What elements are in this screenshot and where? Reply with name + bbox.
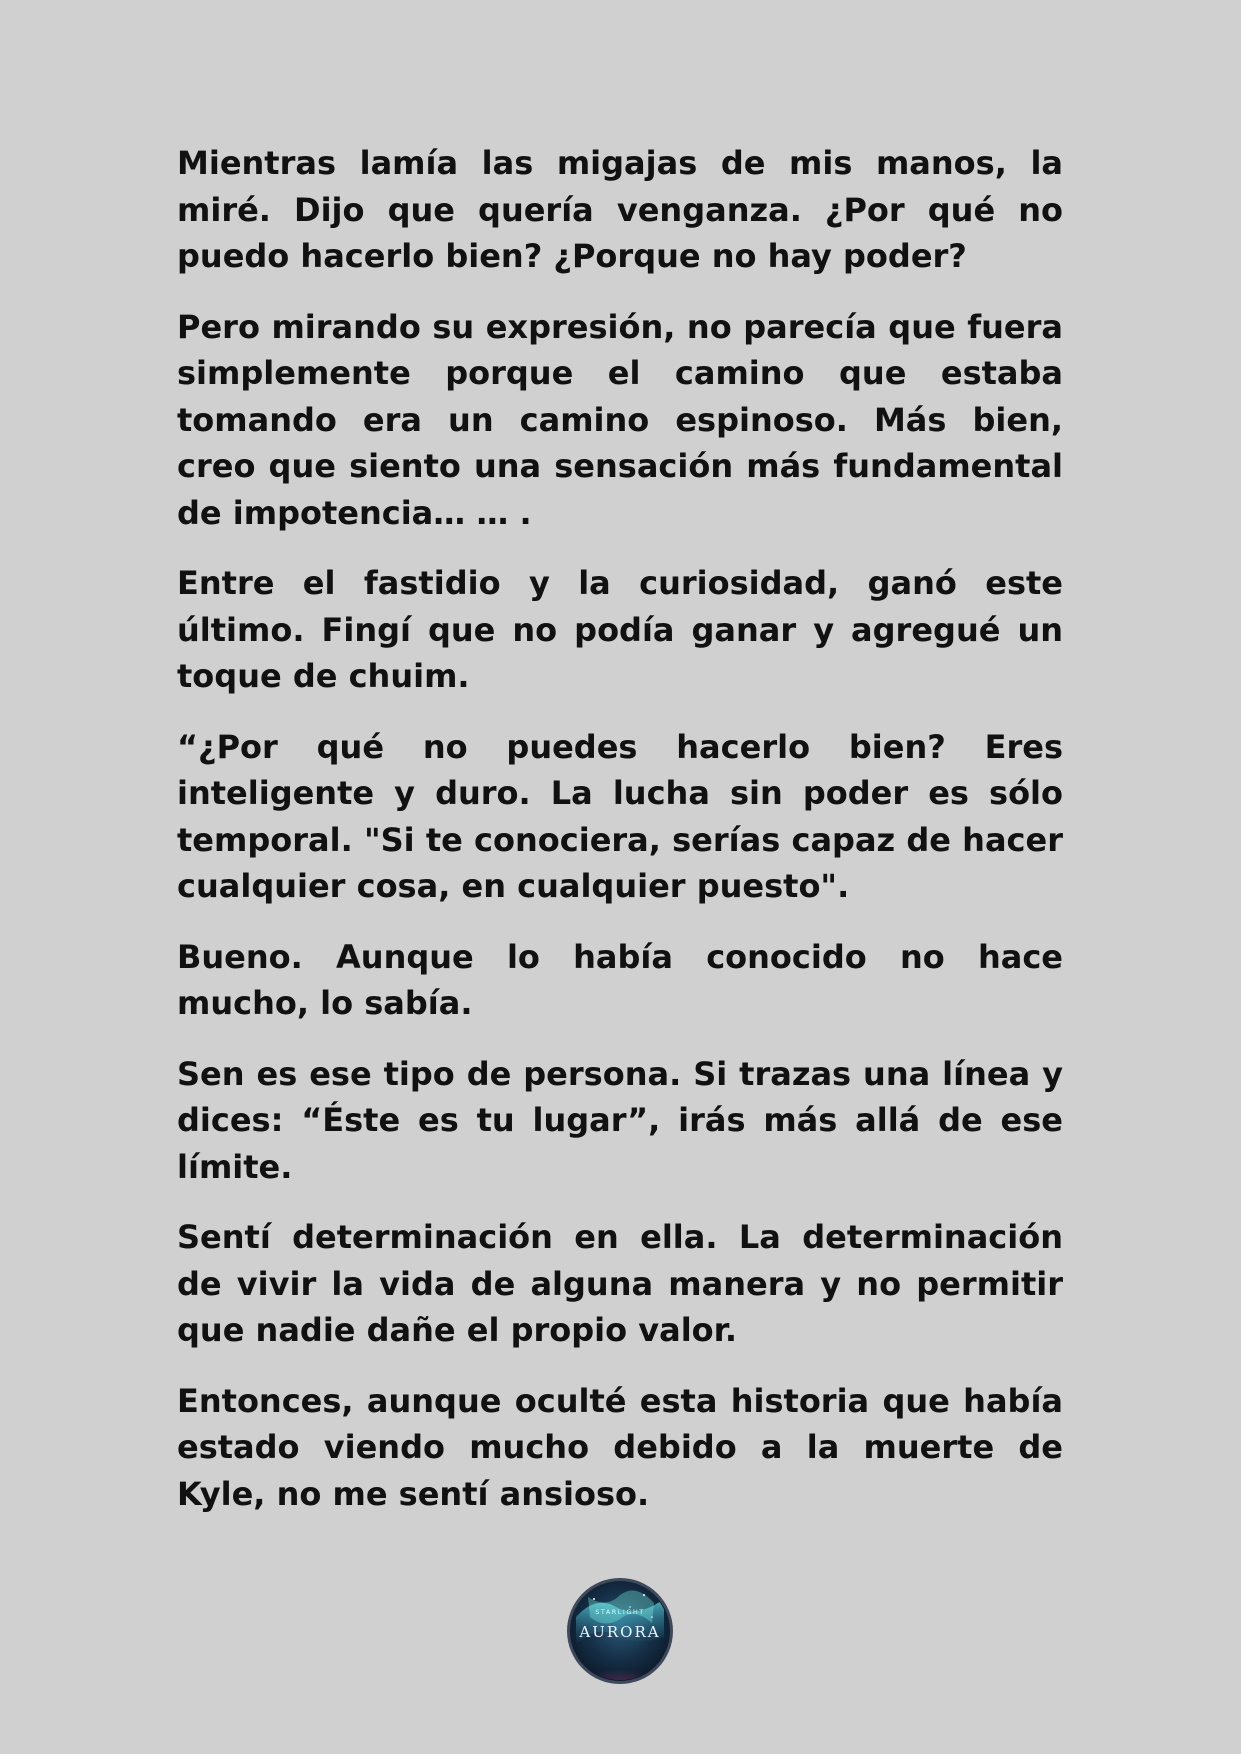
paragraph: Pero mirando su expresión, no parecía que fuera simplemente porque el camino que estaba tomando era un camino espinoso. Más bien, creo que siento una sensación más fundamental de impotencia… … .: [177, 307, 1063, 532]
paragraph: Entonces, aunque oculté esta historia que había estado viendo mucho debido a la muerte de Kyle, no me sentí ansioso.: [177, 1381, 1063, 1513]
logo-top-text: STARLIGHT: [595, 1608, 645, 1616]
logo-main-text: AURORA: [579, 1623, 661, 1641]
paragraph: Entre el fastidio y la curiosidad, ganó este último. Fingí que no podía ganar y agregué un toque de chuim.: [177, 564, 1063, 695]
paragraph: Sen es ese tipo de persona. Si trazas una línea y dices: “Éste es tu lugar”, irás más allá de ese límite.: [177, 1054, 1063, 1186]
paragraph: “¿Por qué no puedes hacerlo bien? Eres inteligente y duro. La lucha sin poder es sólo temporal. "Si te conociera, serías capaz de hacer cualquier cosa, en cualquier puesto".: [177, 727, 1063, 905]
paragraph: Bueno. Aunque lo había conocido no hace mucho, lo sabía.: [177, 937, 1063, 1022]
aurora-logo-icon: [566, 1577, 674, 1685]
paragraph: Sentí determinación en ella. La determinación de vivir la vida de alguna manera y no permitir que nadie dañe el propio valor.: [177, 1218, 1063, 1349]
paragraph: Mientras lamía las migajas de mis manos, la miré. Dijo que quería venganza. ¿Por qué no puedo hacerlo bien? ¿Porque no hay poder?: [177, 144, 1063, 275]
document-body: [177, 140, 1063, 1541]
